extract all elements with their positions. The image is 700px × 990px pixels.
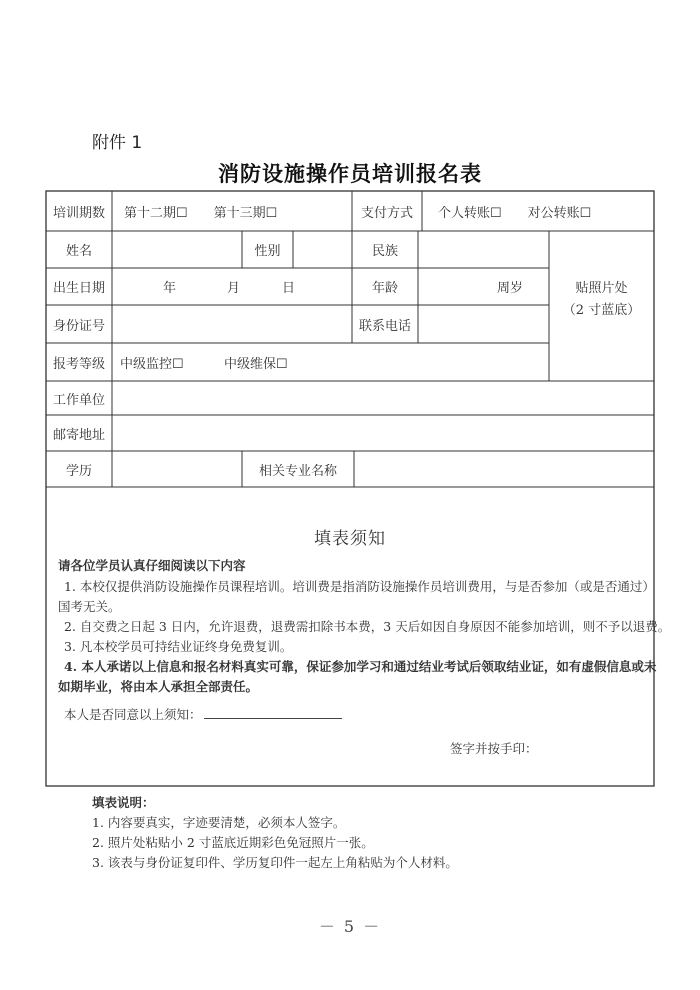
label-mailing-address: 邮寄地址 xyxy=(52,427,105,443)
form-title: 消防设施操作员培训报名表 xyxy=(218,161,482,186)
label-gender: 性别 xyxy=(254,244,281,259)
gender-field[interactable] xyxy=(293,231,352,268)
related-major-field[interactable] xyxy=(354,451,654,487)
work-unit-field[interactable] xyxy=(112,381,654,415)
training-period-options[interactable]: 第十二期☐ 第十三期☐ xyxy=(124,205,278,221)
ethnicity-field[interactable] xyxy=(418,231,549,268)
notice-item-4-cont: 如期毕业，将由本人承担全部责任。 xyxy=(58,679,259,694)
notice-title: 填表须知 xyxy=(314,529,386,549)
id-number-field[interactable] xyxy=(112,305,352,343)
photo-label: 贴照片处 xyxy=(575,280,628,296)
payment-method-options[interactable]: 个人转账☐ 对公转账☐ xyxy=(438,205,592,221)
education-field[interactable] xyxy=(112,451,242,487)
photo-size-note: （2 寸蓝底） xyxy=(562,302,641,318)
notice-item-4: 4. 本人承诺以上信息和报名材料真实可靠，保证参加学习和通过结业考试后领取结业证，如有虚假信息或未 xyxy=(64,659,657,674)
notice-item-1: 1. 本校仅提供消防设施操作员课程培训。培训费是指消防设施操作员培训费用，与是否参加（或是否通过） xyxy=(64,579,655,594)
label-name: 姓名 xyxy=(65,244,92,259)
instruction-1: 1. 内容要真实，字迹要清楚，必须本人签字。 xyxy=(92,815,346,830)
label-training-period: 培训期数 xyxy=(52,205,105,221)
birth-month-label: 月 xyxy=(227,281,241,296)
phone-field[interactable] xyxy=(418,305,549,343)
label-payment-method: 支付方式 xyxy=(360,205,413,221)
agreement-answer-line[interactable] xyxy=(204,718,342,719)
label-id-number: 身份证号 xyxy=(52,318,105,334)
mailing-address-field[interactable] xyxy=(112,415,654,451)
signature-prompt: 签字并按手印： xyxy=(450,741,538,756)
label-birth-date: 出生日期 xyxy=(52,281,105,296)
instruction-2: 2. 照片处粘贴小 2 寸蓝底近期彩色免冠照片一张。 xyxy=(92,835,374,850)
agreement-prompt: 本人是否同意以上须知： xyxy=(64,707,202,722)
attachment-label: 附件 1 xyxy=(92,133,143,153)
notice-item-3: 3. 凡本校学员可持结业证终身免费复训。 xyxy=(64,639,293,654)
label-age: 年龄 xyxy=(371,281,398,296)
label-phone: 联系电话 xyxy=(358,318,411,334)
page-number: － 5 － xyxy=(318,917,382,936)
level-option-monitoring[interactable]: 中级监控☐ xyxy=(120,356,184,372)
notice-intro: 请各位学员认真仔细阅读以下内容 xyxy=(58,558,246,573)
birth-year-label: 年 xyxy=(163,281,177,296)
label-work-unit: 工作单位 xyxy=(52,392,105,408)
label-ethnicity: 民族 xyxy=(371,244,398,259)
label-related-major: 相关专业名称 xyxy=(258,463,337,479)
level-option-maintenance[interactable]: 中级维保☐ xyxy=(224,356,288,372)
instructions-title: 填表说明： xyxy=(92,795,155,810)
age-unit: 周岁 xyxy=(497,281,524,296)
name-field[interactable] xyxy=(112,231,242,268)
instruction-3: 3. 该表与身份证复印件、学历复印件一起左上角粘贴为个人材料。 xyxy=(92,855,458,870)
label-exam-level: 报考等级 xyxy=(52,356,105,372)
notice-item-1-cont: 国考无关。 xyxy=(58,599,121,614)
label-education: 学历 xyxy=(65,463,92,479)
notice-item-2: 2. 自交费之日起 3 日内，允许退费，退费需扣除书本费，3 天后如因自身原因不能参加培训，则不予以退费。 xyxy=(64,619,671,634)
birth-day-label: 日 xyxy=(282,281,296,296)
